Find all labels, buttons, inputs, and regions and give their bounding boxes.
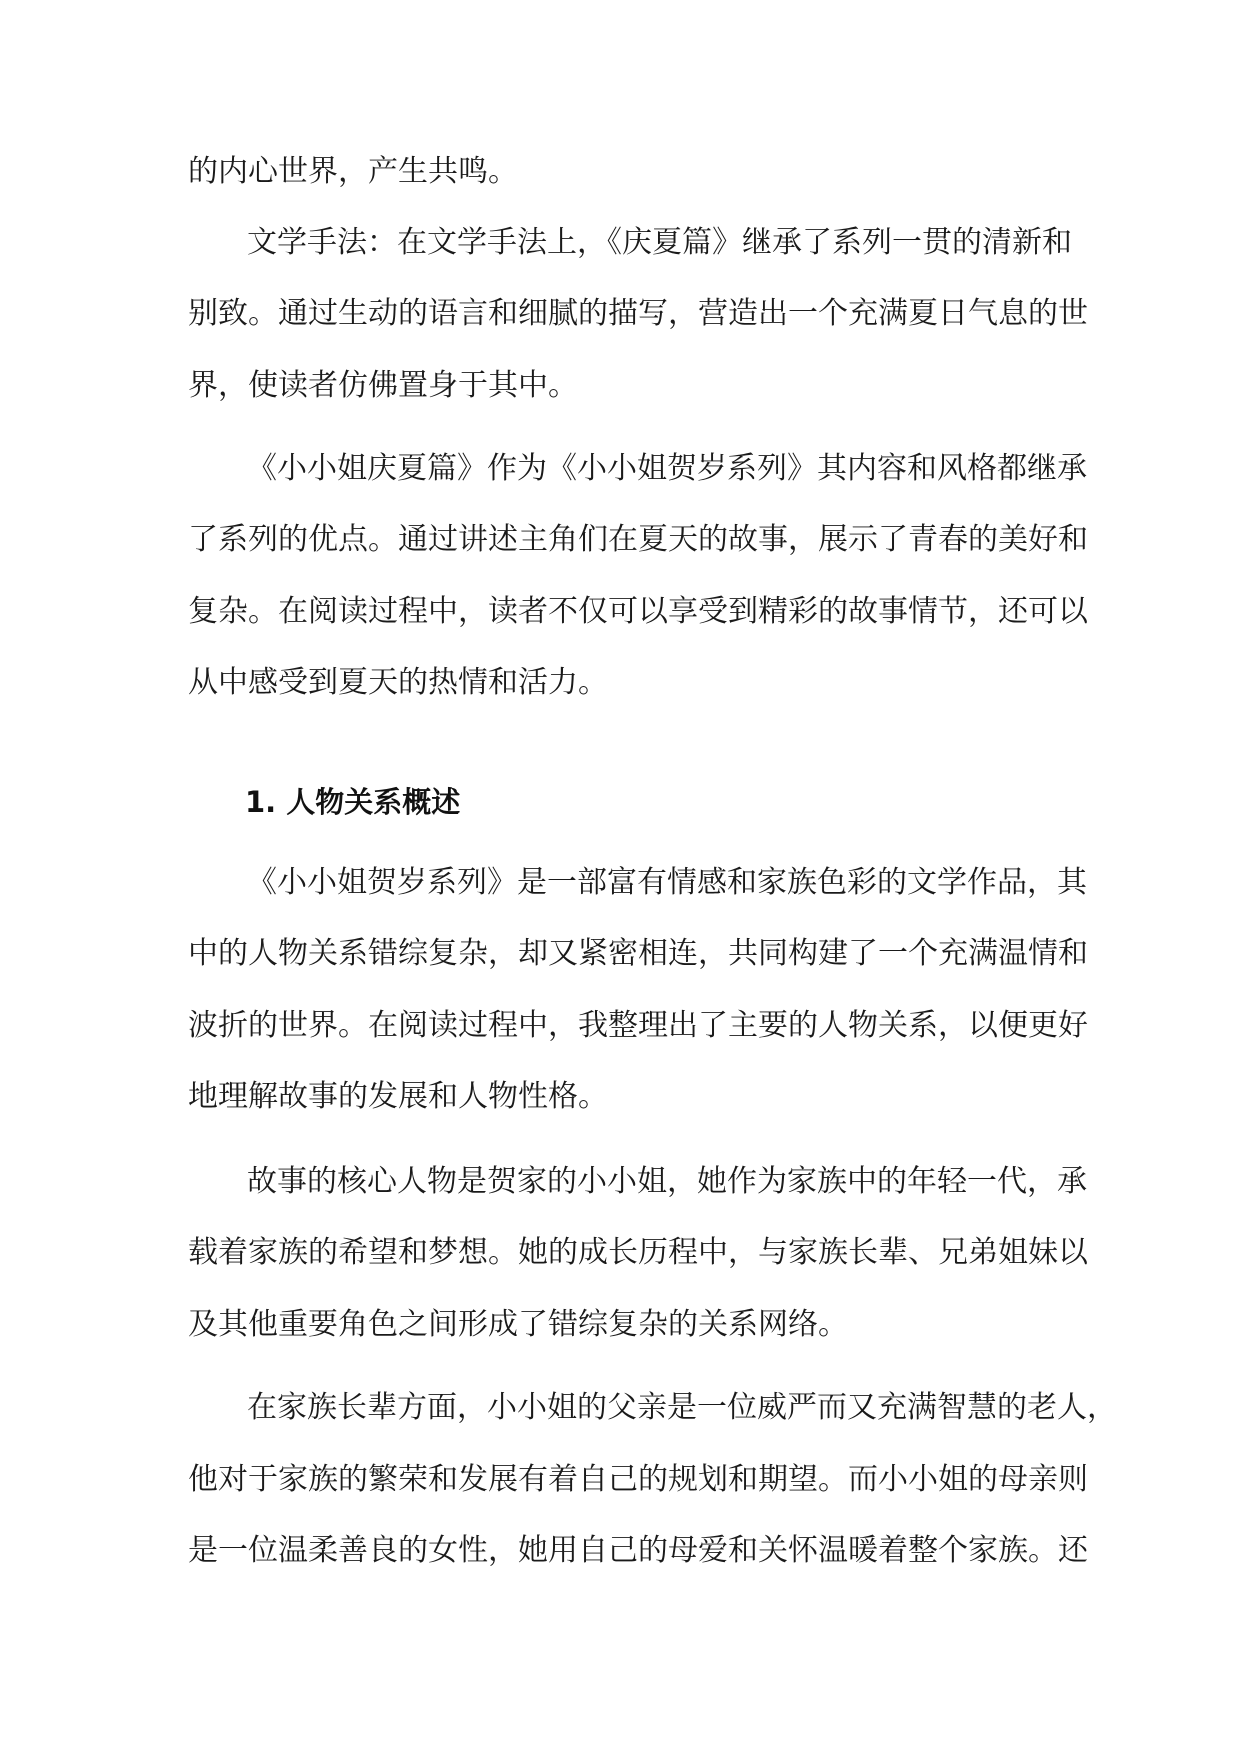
paragraph-line: 文学手法：在文学手法上，《庆夏篇》继承了系列一贯的清新和 [247,225,1072,260]
paragraph-line: 中的人物关系错综复杂，却又紧密相连，共同构建了一个充满温情和 [188,936,1088,971]
paragraph-line: 在家族长辈方面，小小姐的父亲是一位威严而又充满智慧的老人， [247,1390,1117,1425]
paragraph-line: 界，使读者仿佛置身于其中。 [188,368,578,403]
paragraph-line: 《小小姐贺岁系列》是一部富有情感和家族色彩的文学作品，其 [247,865,1087,900]
paragraph-line: 别致。通过生动的语言和细腻的描写，营造出一个充满夏日气息的世 [188,296,1088,331]
paragraph-line: 他对于家族的繁荣和发展有着自己的规划和期望。而小小姐的母亲则 [188,1462,1088,1497]
section-heading: 1. 人物关系概述 [245,785,461,819]
paragraph-line: 是一位温柔善良的女性，她用自己的母爱和关怀温暖着整个家族。还 [188,1533,1088,1568]
paragraph-line: 地理解故事的发展和人物性格。 [188,1079,608,1114]
paragraph-line: 了系列的优点。通过讲述主角们在夏天的故事，展示了青春的美好和 [188,522,1088,557]
paragraph-line: 故事的核心人物是贺家的小小姐，她作为家族中的年轻一代，承 [247,1164,1087,1199]
paragraph-line: 复杂。在阅读过程中，读者不仅可以享受到精彩的故事情节，还可以 [188,594,1088,629]
paragraph-line: 从中感受到夏天的热情和活力。 [188,665,608,700]
paragraph-line: 及其他重要角色之间形成了错综复杂的关系网络。 [188,1307,848,1342]
paragraph-line: 的内心世界，产生共鸣。 [188,154,518,189]
paragraph-line: 波折的世界。在阅读过程中，我整理出了主要的人物关系，以便更好 [188,1008,1088,1043]
paragraph-line: 载着家族的希望和梦想。她的成长历程中，与家族长辈、兄弟姐妹以 [188,1235,1088,1270]
paragraph-line: 《小小姐庆夏篇》作为《小小姐贺岁系列》其内容和风格都继承 [247,451,1087,486]
